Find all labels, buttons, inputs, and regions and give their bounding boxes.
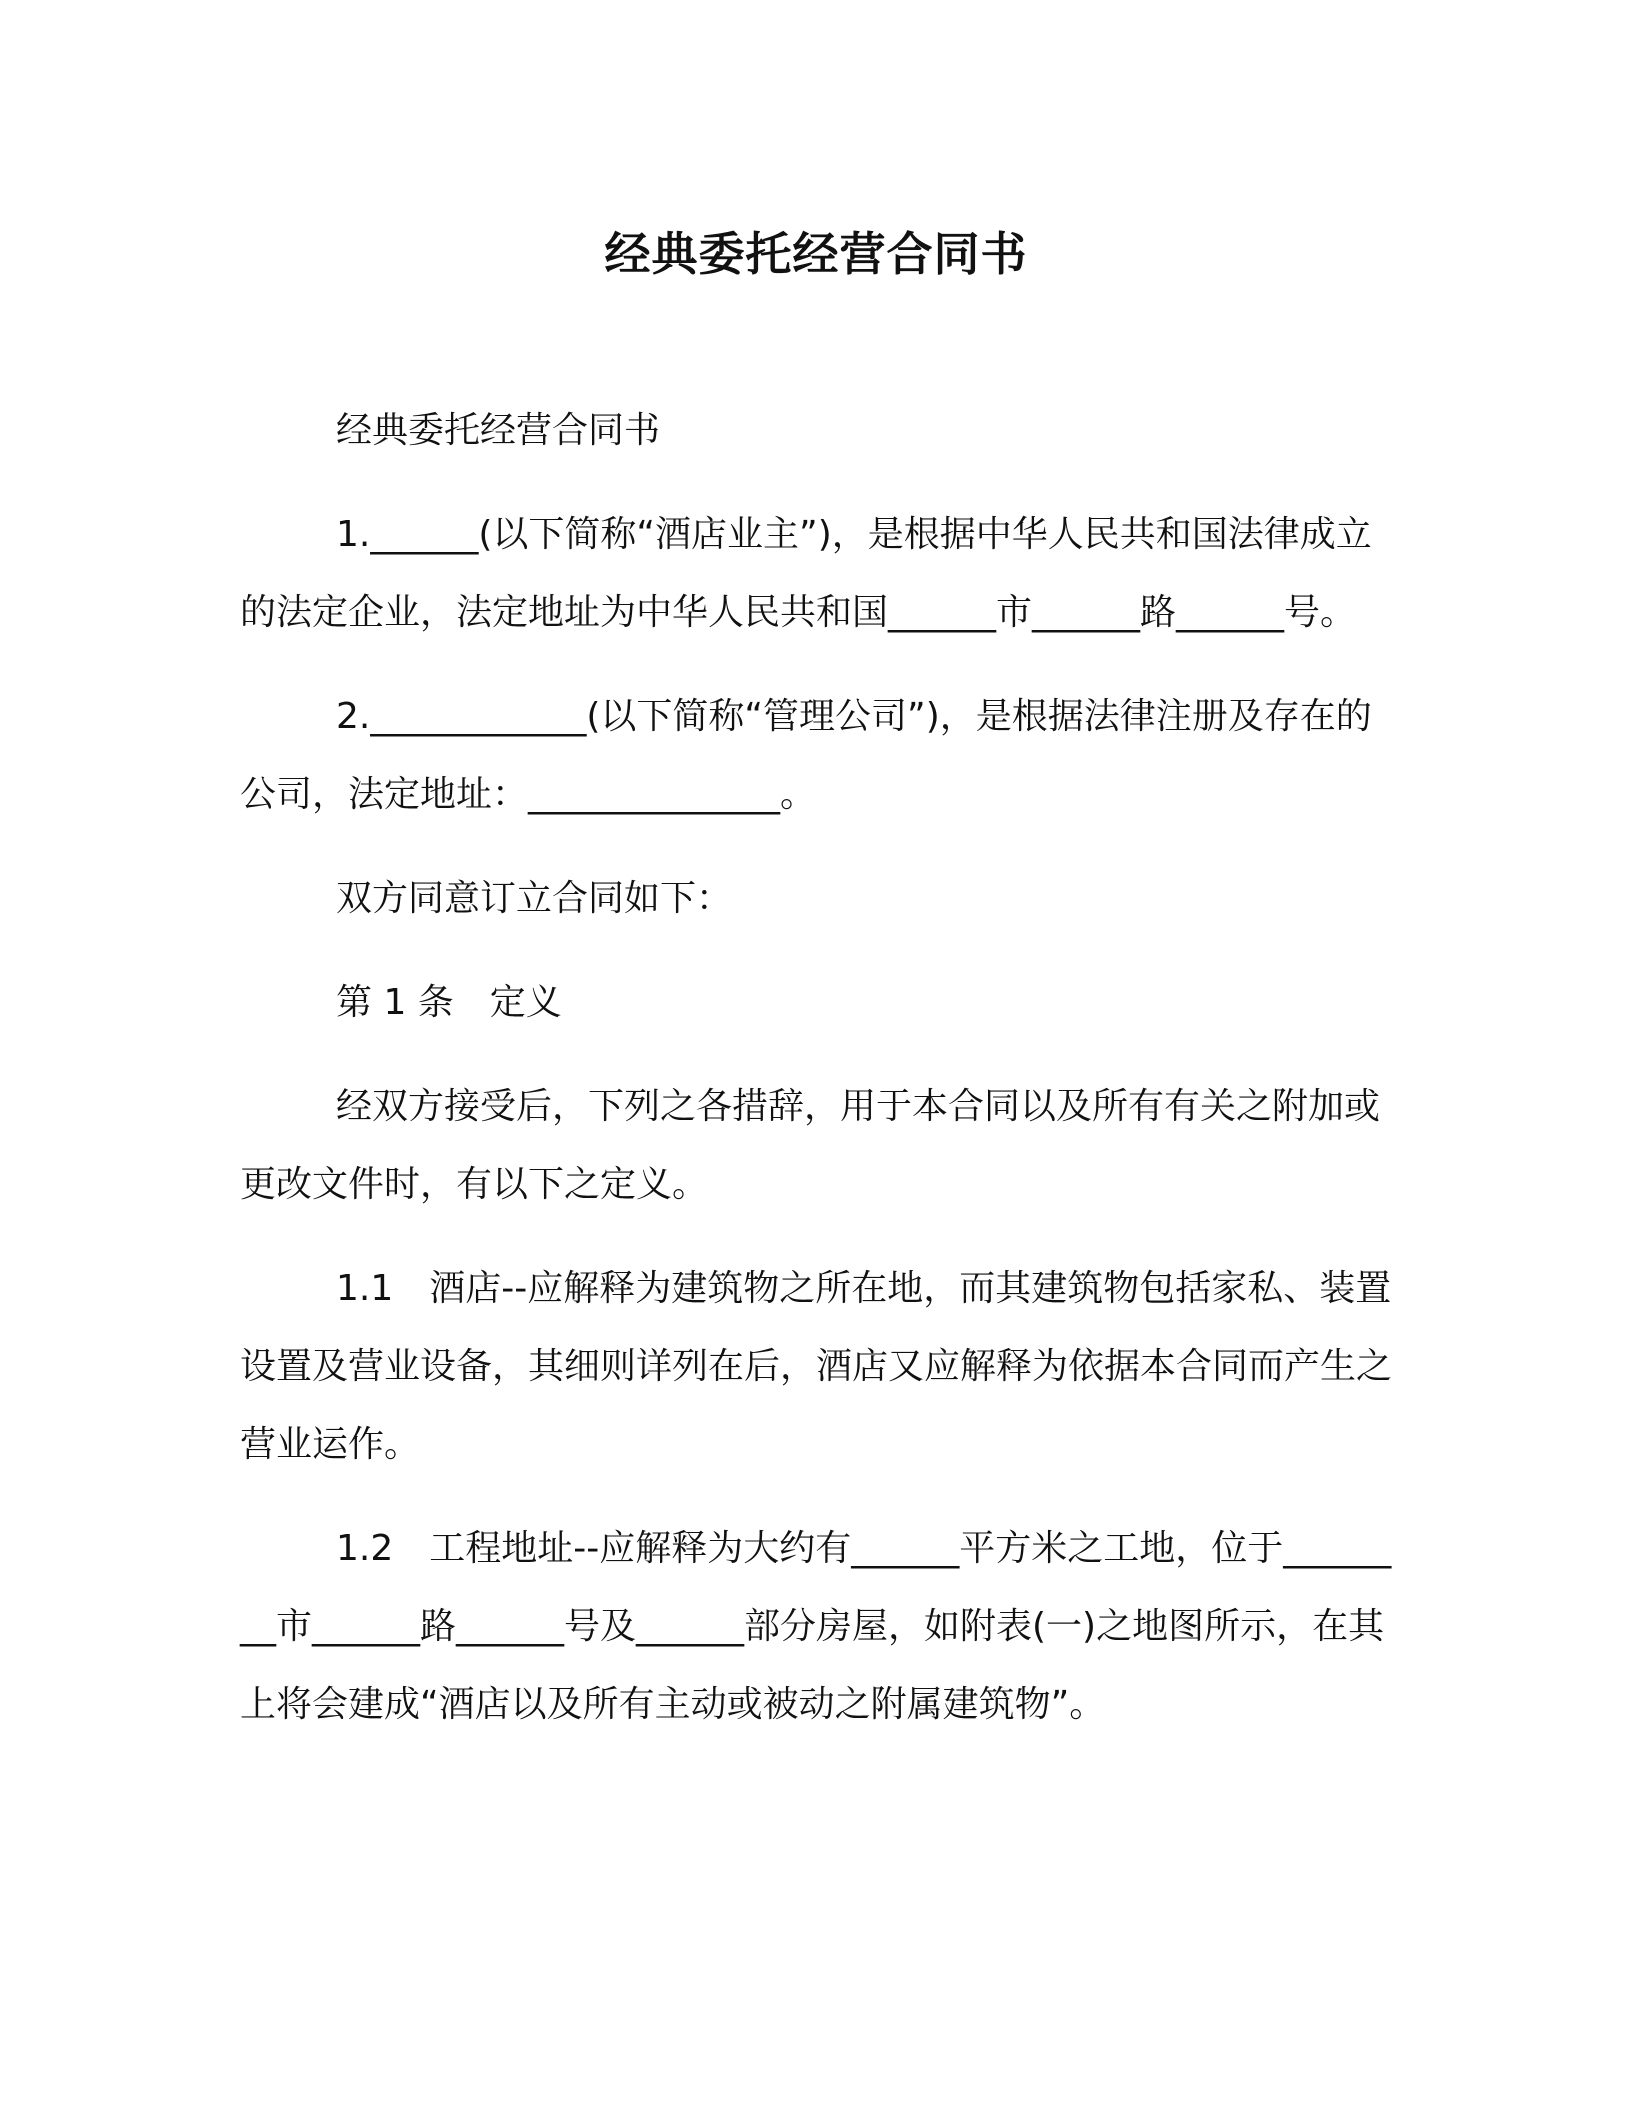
clause-1-1-hotel: 1.1 酒店--应解释为建筑物之所在地，而其建筑物包括家私、装置设置及营业设备，其细则详列在后，酒店又应解释为依据本合同而产生之营业运作。 (240, 1268, 1393, 1465)
paragraph-party-management-company: 2.____________(以下简称“管理公司”)，是根据法律注册及存在的公司，法定地址：______________。 (240, 696, 1372, 815)
document-body (240, 392, 1400, 1770)
document-title: 经典委托经营合同书 (604, 227, 1028, 281)
paragraph-definitions-intro: 经双方接受后，下列之各措辞，用于本合同以及所有有关之附加或更改文件时，有以下之定义。 (240, 1086, 1381, 1205)
paragraph-subtitle: 经典委托经营合同书 (336, 410, 661, 451)
paragraph-agreement-intro: 双方同意订立合同如下： (336, 878, 733, 919)
article-1-heading: 第 1 条 定义 (336, 982, 562, 1023)
paragraph-party-hotel-owner: 1.______(以下简称“酒店业主”)，是根据中华人民共和国法律成立的法定企业，法定地址为中华人民共和国______市______路______号。 (240, 514, 1372, 633)
clause-1-2-site-address: 1.2 工程地址--应解释为大约有______平方米之工地，位于________市______路______号及______部分房屋，如附表(一)之地图所示，在其上将会建成“酒店以及所有主动或被动之附属建筑物”。 (240, 1528, 1392, 1725)
